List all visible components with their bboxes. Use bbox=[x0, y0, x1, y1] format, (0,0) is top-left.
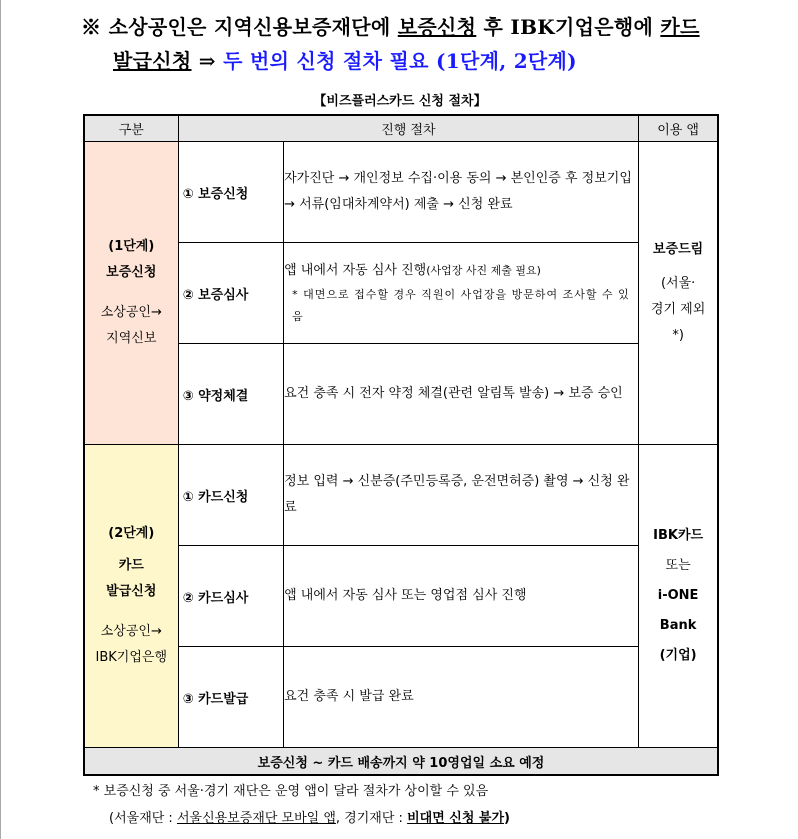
app-note: 경기 제외 bbox=[650, 302, 706, 317]
stage-route: IBK기업은행 bbox=[95, 650, 168, 665]
title-issue: 발급신청 bbox=[113, 49, 192, 73]
stage-route: 지역신보 bbox=[106, 331, 157, 346]
step-desc-sub: (사업장 사진 제출 필요) bbox=[426, 264, 541, 277]
step-desc: 정보 입력 → 신분증(주민등록증, 운전면허증) 촬영 → 신청 완료 bbox=[284, 445, 639, 546]
seoul-app: 서울신용보증재단 모바일 앱 bbox=[176, 811, 336, 826]
notice-title bbox=[81, 10, 761, 78]
title-highlight: 두 번의 신청 절차 필요 (1단계, 2단계) bbox=[223, 49, 577, 73]
stage-route: 소상공인→ bbox=[100, 305, 162, 320]
title-guarantee: 보증신청 bbox=[397, 15, 477, 39]
app-note: (서울· bbox=[660, 276, 696, 291]
stage-name: (2단계) bbox=[108, 526, 155, 541]
stage-name: (1단계) bbox=[108, 239, 155, 254]
title-card: 카드 bbox=[660, 15, 700, 39]
app-name: i-ONE bbox=[657, 588, 699, 603]
app-note: *) bbox=[672, 328, 684, 343]
stage-label: 카드 bbox=[118, 558, 144, 573]
step-desc: 앱 내에서 자동 심사 또는 영업점 심사 진행 bbox=[284, 546, 639, 647]
step-desc: 요건 충족 시 전자 약정 체결(관련 알림톡 발송) → 보증 승인 bbox=[284, 344, 639, 445]
note-mark: ※ bbox=[81, 15, 102, 39]
app-or: 또는 bbox=[665, 558, 691, 573]
step-label: ① 카드신청 bbox=[178, 445, 284, 546]
step-desc: 요건 충족 시 발급 완료 bbox=[284, 647, 639, 748]
stage1-app bbox=[639, 142, 718, 445]
app-name: 보증드림 bbox=[652, 242, 704, 257]
header-app: 이용 앱 bbox=[639, 115, 718, 142]
header-procedure: 진행 절차 bbox=[178, 115, 639, 142]
app-name: Bank bbox=[659, 618, 697, 633]
app-name: (기업) bbox=[659, 648, 697, 663]
footnote-line: * 보증신청 중 서울·경기 재단은 운영 앱이 달라 절차가 상이할 수 있음 bbox=[93, 784, 489, 799]
footnote-text: (서울재단 : bbox=[109, 811, 177, 826]
step-desc bbox=[284, 243, 639, 344]
stage-route: 소상공인→ bbox=[100, 624, 162, 639]
title-text: 후 IBK기업은행에 bbox=[483, 15, 654, 39]
step-desc: 자가진단 → 개인정보 수집·이용 동의 → 본인인증 후 정보기입 → 서류(임대차계약서) 제출 → 신청 완료 bbox=[284, 142, 639, 243]
title-text: 소상공인은 지역신용보증재단에 bbox=[108, 15, 391, 39]
step-note: * 대면으로 접수할 경우 직원이 사업장을 방문하여 조사할 수 있음 bbox=[292, 288, 630, 323]
stage-label: 발급신청 bbox=[106, 584, 157, 599]
step-label: ③ 카드발급 bbox=[178, 647, 284, 748]
stage2-app bbox=[639, 445, 718, 748]
step-desc-text: 앱 내에서 자동 심사 진행 bbox=[284, 263, 427, 278]
app-name: IBK카드 bbox=[653, 528, 704, 543]
stage1-cell bbox=[84, 142, 178, 445]
step-label: ③ 약정체결 bbox=[178, 344, 284, 445]
stage-label: 보증신청 bbox=[106, 265, 157, 280]
procedure-table bbox=[83, 114, 719, 776]
step-label: ② 카드심사 bbox=[178, 546, 284, 647]
footnotes bbox=[93, 778, 510, 832]
table-footer: 보증신청 ~ 카드 배송까지 약 10영업일 소요 예정 bbox=[84, 748, 718, 776]
step-label: ② 보증심사 bbox=[178, 243, 284, 344]
footnote-text: , 경기재단 : bbox=[335, 811, 408, 826]
table-caption: 【비즈플러스카드 신청 절차】 bbox=[313, 94, 487, 109]
arrow-icon: ⇒ bbox=[198, 49, 216, 73]
header-category: 구분 bbox=[84, 115, 178, 142]
step-label: ① 보증신청 bbox=[178, 142, 284, 243]
gyeonggi-note: 비대면 신청 불가 bbox=[407, 811, 505, 826]
footnote-text: ) bbox=[504, 811, 510, 826]
stage2-cell bbox=[84, 445, 178, 748]
